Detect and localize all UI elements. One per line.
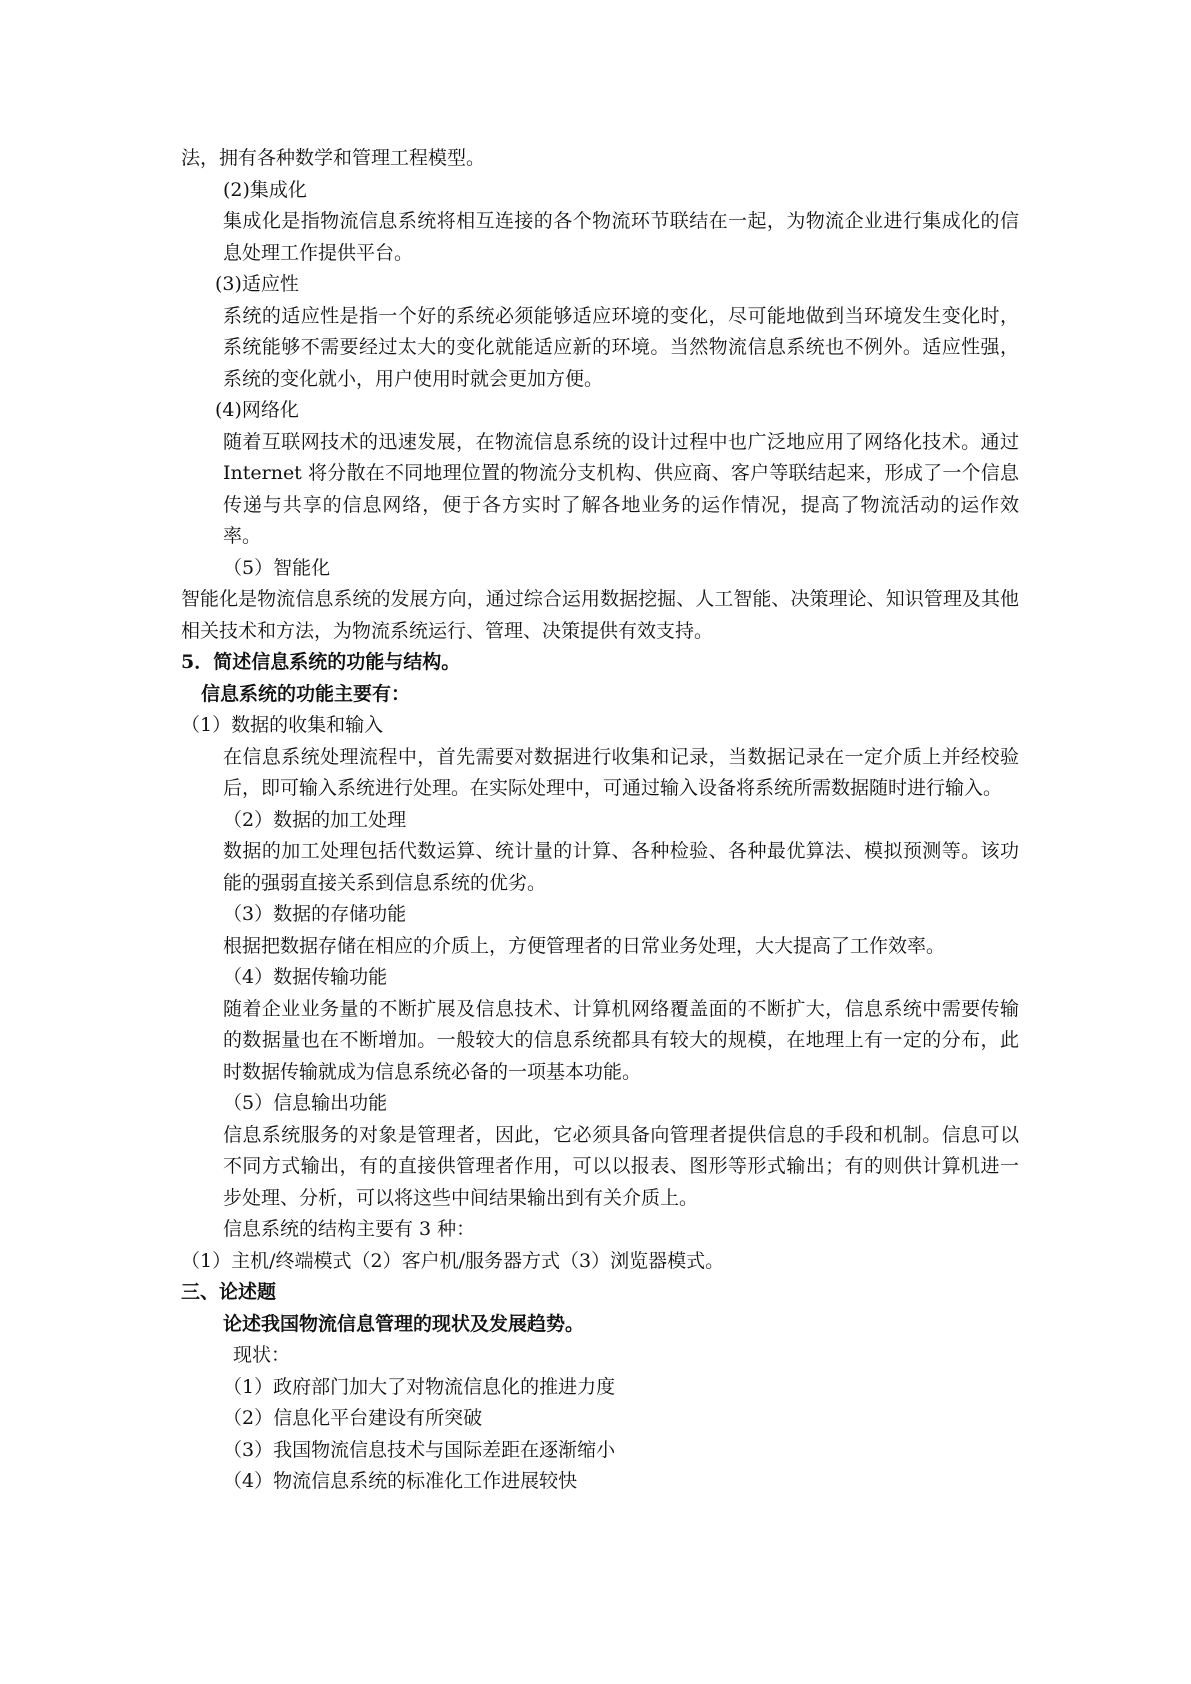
heading-data-collection: （1）数据的收集和输入 — [181, 714, 384, 736]
paragraph-integration: 集成化是指物流信息系统将相互连接的各个物流环节联结在一起，为物流企业进行集成化的信息处理工作提供平台。 — [223, 210, 1019, 264]
status-item-3: （3）我国物流信息技术与国际差距在逐渐缩小 — [223, 1438, 616, 1461]
paragraph-data-processing: 数据的加工处理包括代数运算、统计量的计算、各种检验、各种最优算法、模拟预测等。该功能的强弱直接关系到信息系统的优劣。 — [223, 840, 1019, 894]
heading-data-storage: （3）数据的存储功能 — [223, 903, 407, 925]
heading-intelligence: （5）智能化 — [223, 556, 331, 579]
paragraph-intelligence: 智能化是物流信息系统的发展方向，通过综合运用数据挖掘、人工智能、决策理论、知识管理及其他相关技术和方法，为物流系统运行、管理、决策提供有效支持。 — [181, 588, 1019, 642]
heading-networking: (4)网络化 — [215, 399, 299, 421]
paragraph-networking: 随着互联网技术的迅速发展，在物流信息系统的设计过程中也广泛地应用了网络化技术。通过 Internet 将分散在不同地理位置的物流分支机构、供应商、客户等联结起来，形成了一个信息传递与共享的信息网络，便于各方实时了解各地业务的运作情况，提高了物流活动的运作效率。 — [223, 430, 1019, 547]
status-item-1: （1）政府部门加大了对物流信息化的推进力度 — [223, 1375, 616, 1398]
status-label: 现状： — [233, 1344, 291, 1366]
heading-data-transmission: （4）数据传输功能 — [223, 966, 388, 988]
paragraph-info-output: 信息系统服务的对象是管理者，因此，它必须具备向管理者提供信息的手段和机制。信息可以不同方式输出，有的直接供管理者作用，可以以报表、图形等形式输出；有的则供计算机进一步处理、分析，可以将这些中间结果输出到有关介质上。 — [223, 1123, 1019, 1209]
section-3-heading: 三、论述题 — [181, 1281, 277, 1303]
paragraph-data-storage: 根据把数据存储在相应的介质上，方便管理者的日常业务处理，大大提高了工作效率。 — [223, 934, 946, 957]
heading-integration: (2)集成化 — [223, 178, 307, 201]
heading-adaptability: (3)适应性 — [215, 273, 299, 295]
functions-subheading: 信息系统的功能主要有： — [201, 682, 411, 705]
structure-intro: 信息系统的结构主要有 3 种： — [223, 1218, 476, 1240]
status-item-4: （4）物流信息系统的标准化工作进展较快 — [223, 1470, 578, 1492]
heading-info-output: （5）信息输出功能 — [223, 1092, 388, 1114]
essay-question: 论述我国物流信息管理的现状及发展趋势。 — [223, 1312, 585, 1335]
document-page — [181, 143, 1019, 1498]
paragraph-models-tail: 法，拥有各种数学和管理工程模型。 — [181, 147, 486, 169]
status-item-2: （2）信息化平台建设有所突破 — [223, 1407, 483, 1429]
paragraph-data-collection: 在信息系统处理流程中，首先需要对数据进行收集和记录，当数据记录在一定介质上并经校验后，即可输入系统进行处理。在实际处理中，可通过输入设备将系统所需数据随时进行输入。 — [223, 745, 1019, 799]
paragraph-adaptability: 系统的适应性是指一个好的系统必须能够适应环境的变化，尽可能地做到当环境发生变化时，系统能够不需要经过太大的变化就能适应新的环境。当然物流信息系统也不例外。适应性强，系统的变化就小，用户使用时就会更加方便。 — [223, 304, 1019, 390]
structure-list: （1）主机/终端模式（2）客户机/服务器方式（3）浏览器模式。 — [181, 1249, 725, 1272]
heading-data-processing: （2）数据的加工处理 — [223, 808, 407, 831]
paragraph-data-transmission: 随着企业业务量的不断扩展及信息技术、计算机网络覆盖面的不断扩大，信息系统中需要传输的数据量也在不断增加。一般较大的信息系统都具有较大的规模，在地理上有一定的分布，此时数据传输就成为信息系统必备的一项基本功能。 — [223, 997, 1019, 1083]
question-5-heading: 5．简述信息系统的功能与结构。 — [181, 651, 461, 673]
